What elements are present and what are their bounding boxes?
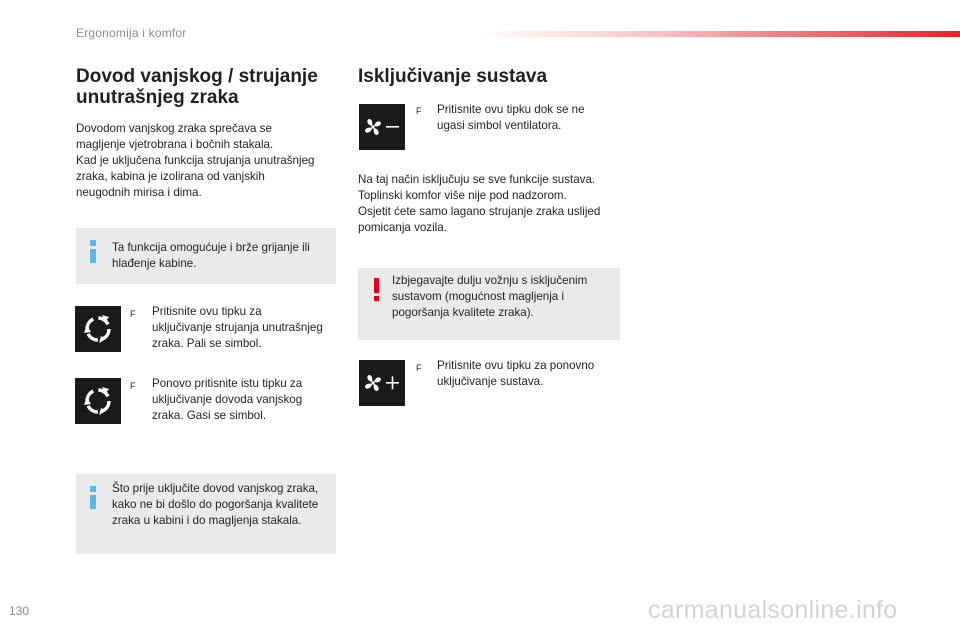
- step-line: ugasi simbol ventilatora.: [437, 119, 562, 132]
- left-intro-text: [76, 121, 346, 201]
- para-line: Osjetit ćete samo lagano strujanje zraka uslijed: [358, 205, 601, 218]
- step-line: Pritisnite ovu tipku za ponovno: [437, 359, 595, 372]
- para-line: pomicanja vozila.: [358, 221, 447, 234]
- fan-minus-button: [359, 104, 405, 150]
- left-heading: [76, 66, 318, 108]
- info-line: hlađenje kabine.: [112, 257, 197, 270]
- fan-minus-icon: [359, 104, 405, 150]
- info-line: Ta funkcija omogućuje i brže grijanje ili: [112, 241, 310, 254]
- recirculation-button-1: [75, 306, 121, 352]
- fan-plus-icon: [359, 360, 405, 406]
- info-box-left-1: [76, 228, 336, 284]
- left-step2-text: [152, 376, 342, 424]
- info-box-left-2: [76, 474, 336, 554]
- warning-line: sustavom (mogućnost magljenja i: [392, 290, 565, 303]
- step-line: uključivanje dovoda vanjskog: [152, 393, 303, 406]
- step-line: Pritisnite ovu tipku dok se ne: [437, 103, 585, 116]
- page-number: 130: [9, 604, 30, 618]
- left-intro-line: zraka, kabina je izolirana od vanjskih: [76, 170, 265, 183]
- left-intro-line: magljenje vjetrobrana i bočnih stakala.: [76, 138, 274, 151]
- left-intro-line: Dovodom vanjskog zraka sprečava se: [76, 122, 272, 135]
- right-paragraph: [358, 172, 628, 236]
- warning-line: pogoršanja kvalitete zraka).: [392, 306, 534, 319]
- step-line: Pritisnite ovu tipku za: [152, 305, 262, 318]
- watermark: carmanualsonline.info: [648, 596, 898, 624]
- left-step1-text: [152, 304, 342, 352]
- fan-plus-button: [359, 360, 405, 406]
- para-line: Toplinski komfor više nije pod nadzorom.: [358, 189, 567, 202]
- right-heading: Isključivanje sustava: [358, 66, 548, 87]
- info-line: zraka u kabini i do magljenja stakala.: [112, 514, 302, 527]
- step-line: Ponovo pritisnite istu tipku za: [152, 377, 303, 390]
- recirculation-button-2: [75, 378, 121, 424]
- step-line: uključivanje sustava.: [437, 375, 544, 388]
- info-icon: [90, 486, 96, 509]
- info-text: [112, 481, 334, 529]
- info-line: kako ne bi došlo do pogoršanja kvalitete: [112, 498, 319, 511]
- left-heading-line2: unutrašnjeg zraka: [76, 87, 239, 108]
- warning-line: Izbjegavajte dulju vožnju s isključenim: [392, 274, 588, 287]
- bullet-icon: F: [130, 381, 136, 391]
- right-step1-text: [437, 102, 617, 134]
- warning-box: [358, 268, 620, 340]
- warning-icon: [374, 278, 380, 301]
- right-step2-text: [437, 358, 617, 390]
- recirculation-icon: [75, 378, 121, 424]
- warning-text: [392, 273, 614, 321]
- info-icon: [90, 240, 96, 263]
- step-line: uključivanje strujanja unutrašnjeg: [152, 321, 323, 334]
- left-intro-line: neugodnih mirisa i dima.: [76, 186, 202, 199]
- bullet-icon: F: [416, 106, 422, 116]
- section-title: Ergonomija i komfor: [76, 26, 187, 40]
- info-text: [112, 240, 327, 272]
- info-line: Što prije uključite dovod vanjskog zraka,: [112, 482, 319, 495]
- step-line: zraka. Gasi se simbol.: [152, 409, 267, 422]
- step-line: zraka. Pali se simbol.: [152, 337, 262, 350]
- bullet-icon: F: [130, 309, 136, 319]
- left-intro-line: Kad je uključena funkcija strujanja unutrašnjeg: [76, 154, 315, 167]
- recirculation-icon: [75, 306, 121, 352]
- para-line: Na taj način isključuju se sve funkcije sustava.: [358, 173, 596, 186]
- header-accent-bar: [480, 31, 960, 37]
- left-heading-line1: Dovod vanjskog / strujanje: [76, 66, 318, 87]
- bullet-icon: F: [416, 363, 422, 373]
